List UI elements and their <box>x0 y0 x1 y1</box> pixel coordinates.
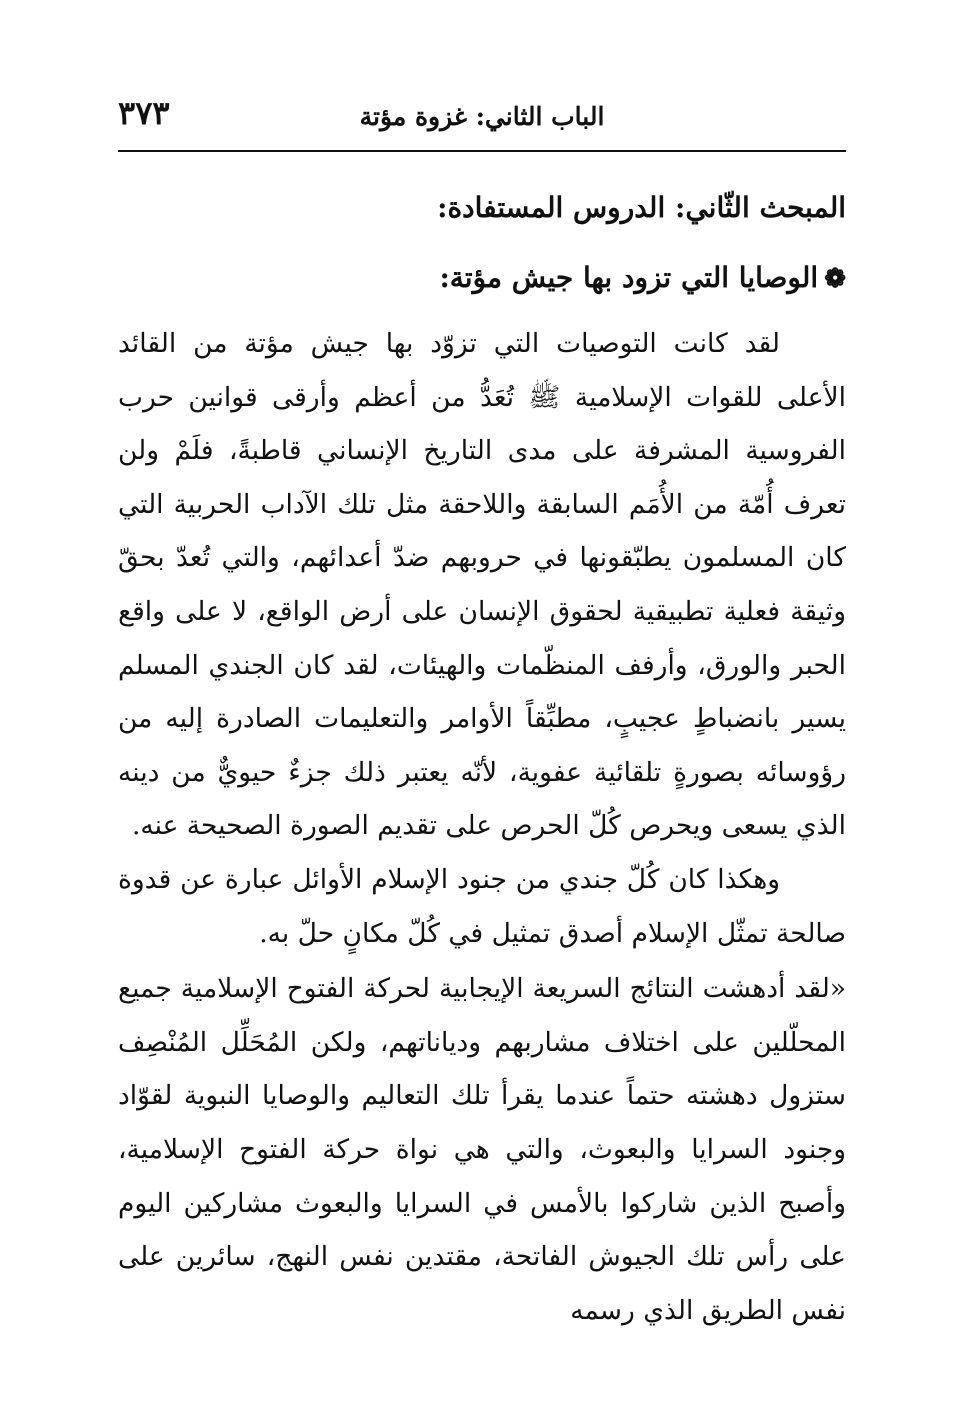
sub-heading-text: الوصايا التي تزود بها جيش مؤتة: <box>439 261 819 294</box>
chapter-title: الباب الثاني: غزوة مؤتة <box>359 102 605 131</box>
page-content <box>118 180 846 1337</box>
section-heading: المبحث الثّاني: الدروس المستفادة: <box>437 191 846 224</box>
page-header <box>118 88 846 152</box>
flower-icon: ❁ <box>824 264 846 294</box>
paragraph-1: لقد كانت التوصيات التي تزوّد بها جيش مؤتة من القائد الأعلى للقوات الإسلامية ﷺ تُعَدُّ من أعظم وأرقى قوانين حرب الفروسية المشرفة على مدى التاريخ الإنساني قاطبةً، فلَمْ ولن تعرف أُمّة من الأُمَم السابقة واللاحقة مثل تلك الآداب الحربية التي كان المسلمون يطبّقونها في حروبهم ضدّ أعدائهم، والتي تُعدّ بحقّ وثيقة فعلية تطبيقية لحقوق الإنسان على أرض الواقع، لا على واقع الحبر والورق، وأرفف المنظّمات والهيئات، لقد كان الجندي المسلم يسير بانضباطٍ عجيبٍ، مطبِّقاً الأوامر والتعليمات الصادرة إليه من رؤوسائه بصورةٍ تلقائية عفوية، لأنّه يعتبر ذلك جزءٌ حيويٌّ من دينه الذي يسعى ويحرص كُلّ الحرص على تقديم الصورة الصحيحة عنه. <box>118 328 846 842</box>
paragraph-2: وهكذا كان كُلّ جندي من جنود الإسلام الأوائل عبارة عن قدوة صالحة تمثّل الإسلام أصدق تمثيل في كُلّ مكانٍ حلّ به. <box>118 863 846 949</box>
page-number: ٣٧٣ <box>118 94 170 132</box>
sub-heading <box>118 250 846 307</box>
paragraph-3-quote: «لقد أدهشت النتائج السريعة الإيجابية لحركة الفتوح الإسلامية جميع المحلّلين على اختلاف مشاربهم ودياناتهم، ولكن المُحَلِّل المُنْصِف ستزول دهشته حتماً عندما يقرأ تلك التعاليم والوصايا النبوية لقوّاد وجنود السرايا والبعوث، والتي هي نواة حركة الفتوح الإسلامية، وأصبح الذين شاركوا بالأمس في السرايا والبعوث مشاركين اليوم على رأس تلك الجيوش الفاتحة، مقتدين نفس النهج، سائرين على نفس الطريق الذي رسمه <box>118 973 846 1326</box>
